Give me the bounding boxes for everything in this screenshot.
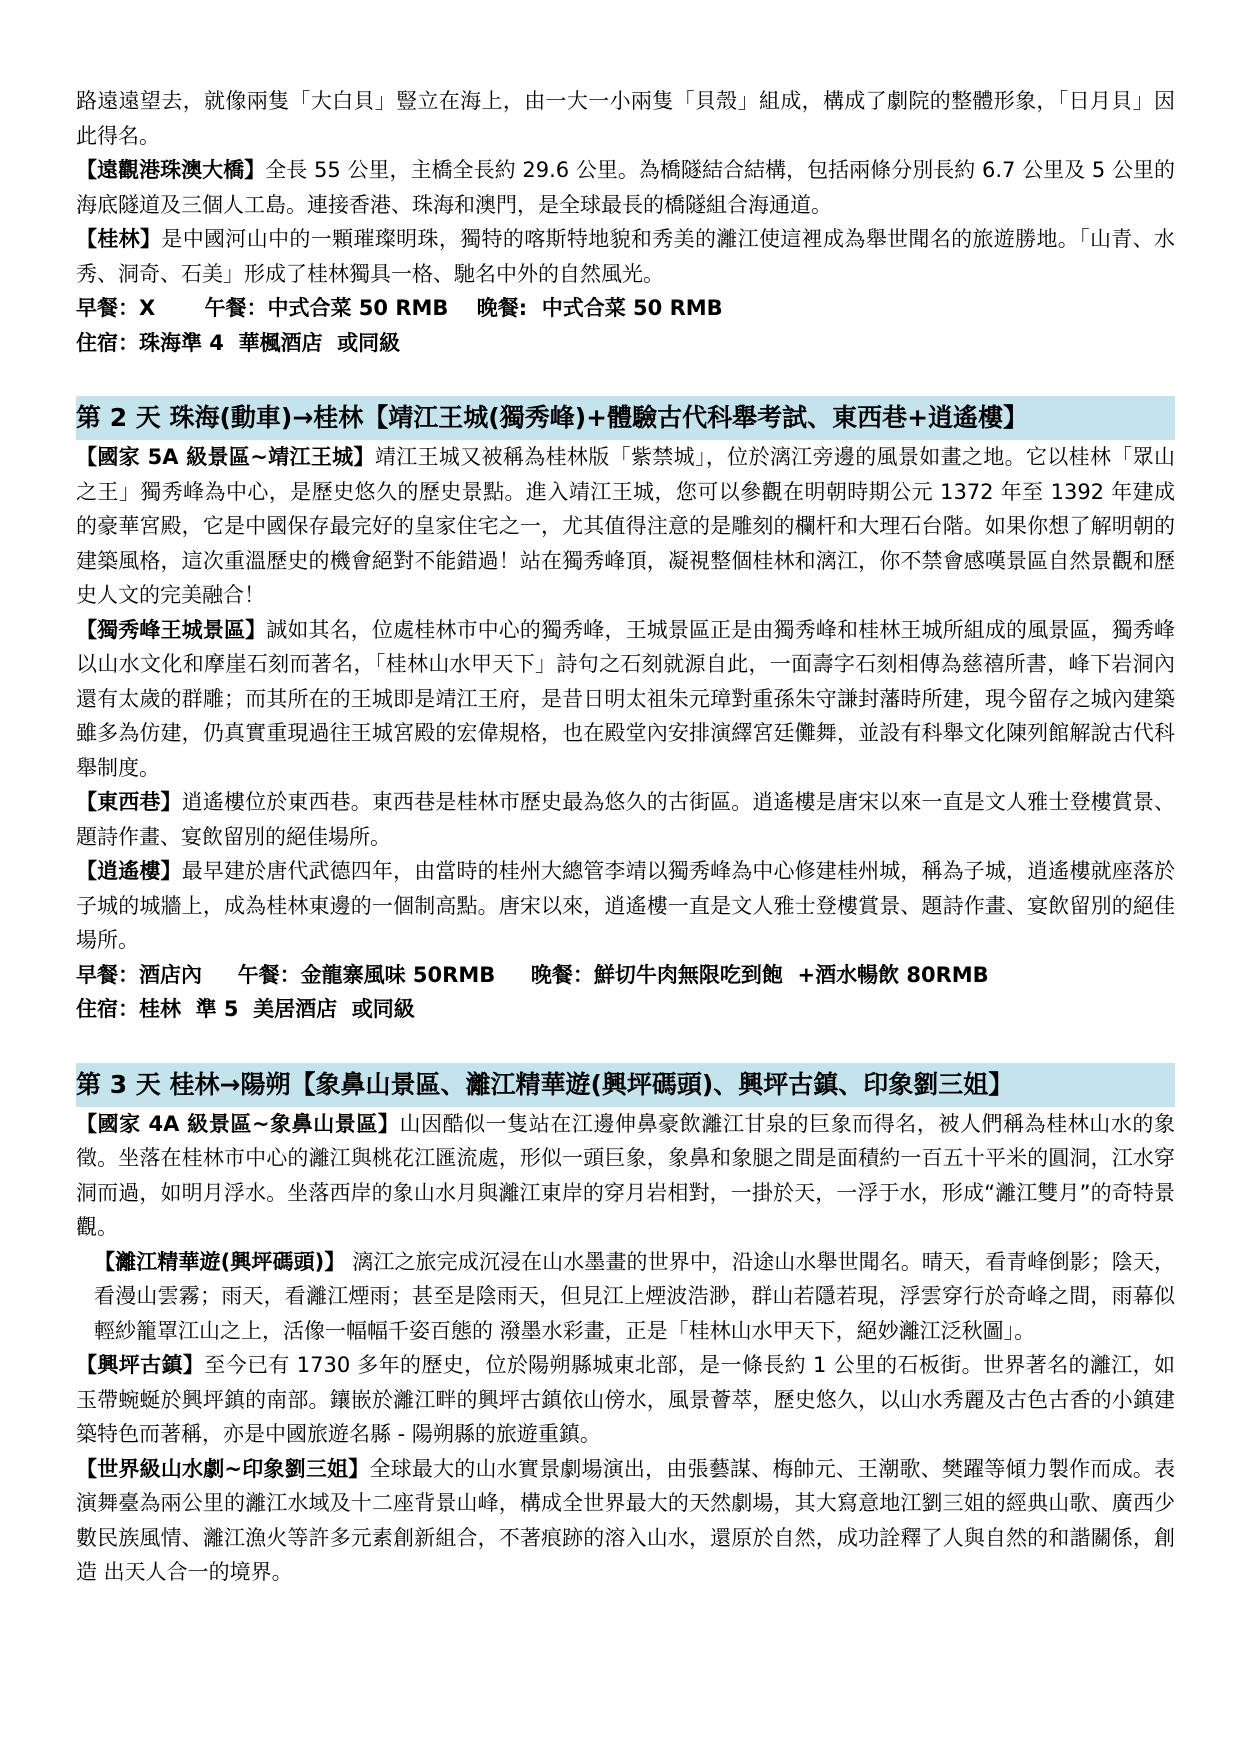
attraction-heading: 【東西巷】 [76,790,182,814]
attraction-paragraph [76,613,1175,786]
attraction-heading: 【逍遙樓】 [76,859,182,883]
attraction-description: 至今已有 1730 多年的歷史，位於陽朔縣城東北部，是一條長約 1 公里的石板街。世界著名的灕江，如玉帶蜿蜒於興坪鎮的南部。鑲嵌於灕江畔的興坪古鎮依山傍水，風景薈萃，歷史悠久，以山水秀麗及古色古香的小鎮建築特色而著稱，亦是中國旅遊名縣 - 陽朔縣的旅遊重鎮。 [76,1353,1175,1446]
hotel-line: 住宿：桂林 準 5 美居酒店 或同級 [76,997,415,1021]
meals-line: 早餐：X 午餐：中式合菜 50 RMB 晚餐: 中式合菜 50 RMB [76,296,723,320]
attraction-description: 全球最大的山水實景劇場演出，由張藝謀、梅帥元、王潮歌、樊躍等傾力製作而成。表演舞臺為兩公里的灕江水域及十二座背景山峰，構成全世界最大的天然劇場，其大寫意地江劉三姐的經典山歌、廣西少數民族風情、灕江漁火等許多元素創新組合，不著痕跡的溶入山水，還原於自然，成功詮釋了人與自然的和諧關係，創造 出天人合一的境界。 [76,1456,1175,1584]
attraction-description: 逍遙樓位於東西巷。東西巷是桂林市歷史最為悠久的古街區。逍遙樓是唐宋以來一直是文人雅士登樓賞景、題詩作畫、宴飲留別的絕佳場所。 [76,790,1175,849]
attraction-description: 誠如其名，位處桂林市中心的獨秀峰，王城景區正是由獨秀峰和桂林王城所組成的風景區，獨秀峰以山水文化和摩崖石刻而著名，「桂林山水甲天下」詩句之石刻就源自此，一面壽字石刻相傳為慈禧所書，峰下岩洞內還有太歲的群雕；而其所在的王城即是靖江王府，是昔日明太祖朱元璋對重孫朱守謙封藩時所建，現今留存之城內建築雖多為仿建，仍真實重現過往王城宮殿的宏偉規格，也在殿堂內安排演繹宮廷儺舞，並設有科舉文化陳列館解說古代科舉制度。 [76,617,1176,780]
attraction-heading: 【桂林】 [76,227,162,251]
attraction-heading: 【國家 5A 級景區~靖江王城】 [76,445,375,469]
attraction-paragraph [76,854,1175,958]
attraction-paragraph [76,1452,1175,1590]
section-spacer [76,360,1175,396]
attraction-description: 漓江之旅完成沉浸在山水墨畫的世界中，沿途山水舉世聞名。晴天，看青峰倒影；陰天，看漫山雲霧；雨天，看灕江煙雨；甚至是陰雨天，但見江上煙波浩渺，群山若隱若現，浮雲穿行於奇峰之間，雨幕似輕紗籠罩江山之上，活像一幅幅千姿百態的 潑墨水彩畫，正是「桂林山水甲天下，絕妙灕江泛秋圖」。 [94,1249,1175,1343]
attraction-heading: 【灕江精華遊(興坪碼頭)】 [94,1249,346,1274]
attraction-heading: 【興坪古鎮】 [76,1353,205,1377]
day-2-title-bar: 第 2 天 珠海(動車)→桂林【靖江王城(獨秀峰)+體驗古代科舉考試、東西巷+逍遙樓】 [76,396,1175,440]
attraction-description: 最早建於唐代武德四年，由當時的桂州大總管李靖以獨秀峰為中心修建桂州城，稱為子城，逍遙樓就座落於子城的城牆上，成為桂林東邊的一個制高點。唐宋以來，逍遙樓一直是文人雅士登樓賞景、題詩作畫、宴飲留別的絕佳場所。 [76,859,1175,952]
attraction-heading: 【獨秀峰王城景區】 [76,617,267,642]
attraction-heading: 【國家 4A 級景區~象鼻山景區】 [76,1111,400,1136]
attraction-paragraph [76,153,1175,222]
attraction-heading: 【遠觀港珠澳大橋】 [76,158,266,182]
attraction-paragraph [76,440,1175,613]
attraction-description: 山因酷似一隻站在江邊伸鼻豪飲灕江甘泉的巨象而得名，被人們稱為桂林山水的象徵。坐落在桂林市中心的灕江與桃花江匯流處，形似一頭巨象，象鼻和象腿之間是面積約一百五十平米的圓洞，江水穿洞而過，如明月浮水。坐落西岸的象山水月與灕江東岸的穿月岩相對，一掛於天，一浮于水，形成“灕江雙月”的奇特景觀。 [76,1111,1175,1239]
attraction-description: 全長 55 公里，主橋全長約 29.6 公里。為橋隧結合結構，包括兩條分別長約 6.7 公里及 5 公里的海底隧道及三個人工島。連接香港、珠海和澳門，是全球最長的橋隧組合海通道。 [76,158,1176,217]
intro-paragraph: 路遠遠望去，就像兩隻「大白貝」豎立在海上，由一大一小兩隻「貝殼」組成，構成了劇院的整體形象，「日月貝」因此得名。 [76,89,1175,148]
attraction-paragraph [76,1107,1175,1245]
attraction-paragraph [76,785,1175,854]
section-spacer [76,1027,1175,1063]
attraction-paragraph [76,1348,1175,1452]
attraction-paragraph [76,222,1175,291]
attraction-paragraph [76,1245,1175,1349]
day-3-title-bar: 第 3 天 桂林→陽朔【象鼻山景區、灕江精華遊(興坪碼頭)、興坪古鎮、印象劉三姐】 [76,1063,1175,1107]
attraction-description: 是中國河山中的一顆璀璨明珠，獨特的喀斯特地貌和秀美的灕江使這裡成為舉世聞名的旅遊勝地。「山青、水秀、洞奇、石美」形成了桂林獨具一格、馳名中外的自然風光。 [76,227,1175,286]
attraction-heading: 【世界級山水劇~印象劉三姐】 [76,1456,370,1481]
attraction-description: 靖江王城又被稱為桂林版「紫禁城」，位於漓江旁邊的風景如畫之地。它以桂林「眾山之王」獨秀峰為中心，是歷史悠久的歷史景點。進入靖江王城，您可以參觀在明朝時期公元 1372 年至 1392 年建成的豪華宮殿，它是中國保存最完好的皇家住宅之一，尤其值得注意的是雕刻的欄杆和大理石台階。如果你想了解明朝的建築風格，這次重溫歷史的機會絕對不能錯過！站在獨秀峰頂，凝視整個桂林和漓江，你不禁會感嘆景區自然景觀和歷史人文的完美融合！ [76,445,1175,607]
meals-line: 早餐：酒店內 午餐：金龍寨風味 50RMB 晚餐：鮮切牛肉無限吃到飽 +酒水暢飲 80RMB [76,962,989,987]
hotel-line: 住宿：珠海準 4 華楓酒店 或同級 [76,330,401,355]
